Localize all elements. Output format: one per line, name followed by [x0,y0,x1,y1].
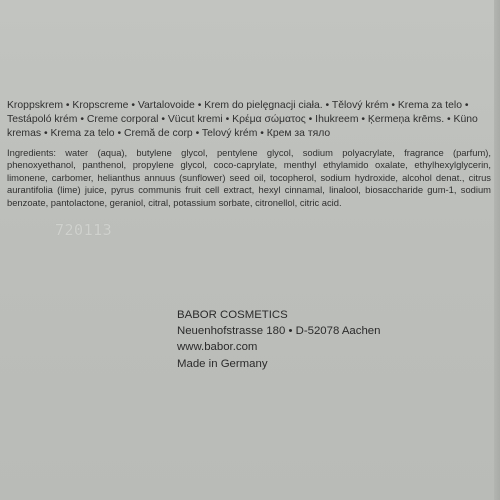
company-name: BABOR COSMETICS [177,309,288,321]
country-of-origin: Made in Germany [177,358,268,370]
product-names-multilingual: Kroppskrem • Kropscreme • Vartalovoide • Krem do pielęgnacji ciała. • Tělový krém • Krema za telo • Testápoló krém • Creme corporal • Vücut kremi • Κρέμα σώματος • Ihukreem • Ķermeņa krēms. • Küno kremas • Krema za telo • Cremă de corp • Telový krém • Крем за тяло [7,100,478,139]
batch-code: 720113 [55,221,113,239]
website: www.babor.com [177,341,258,353]
street-address: Neuenhofstrasse 180 • D-52078 Aachen [177,325,381,337]
panel-edge [494,0,500,500]
ingredients-list: Ingredients: water (aqua), butylene glycol, pentylene glycol, sodium polyacrylate, fragrance (parfum), phenoxyethanol, panthenol, propylene glycol, coco-caprylate, menthyl ethylamido oxalate, ethylhexylglycerin, limonene, carbomer, helianthus annuus (sunflower) seed oil, tocopherol, sodium hydroxide, alcohol denat., citrus aurantifolia (lime) juice, pyrus communis fruit cell extract, hexyl cinnamal, linalool, biosaccharide gum-1, sodium benzoate, pantolactone, geraniol, citral, potassium sorbate, citronellol, citric acid. [7,147,491,208]
